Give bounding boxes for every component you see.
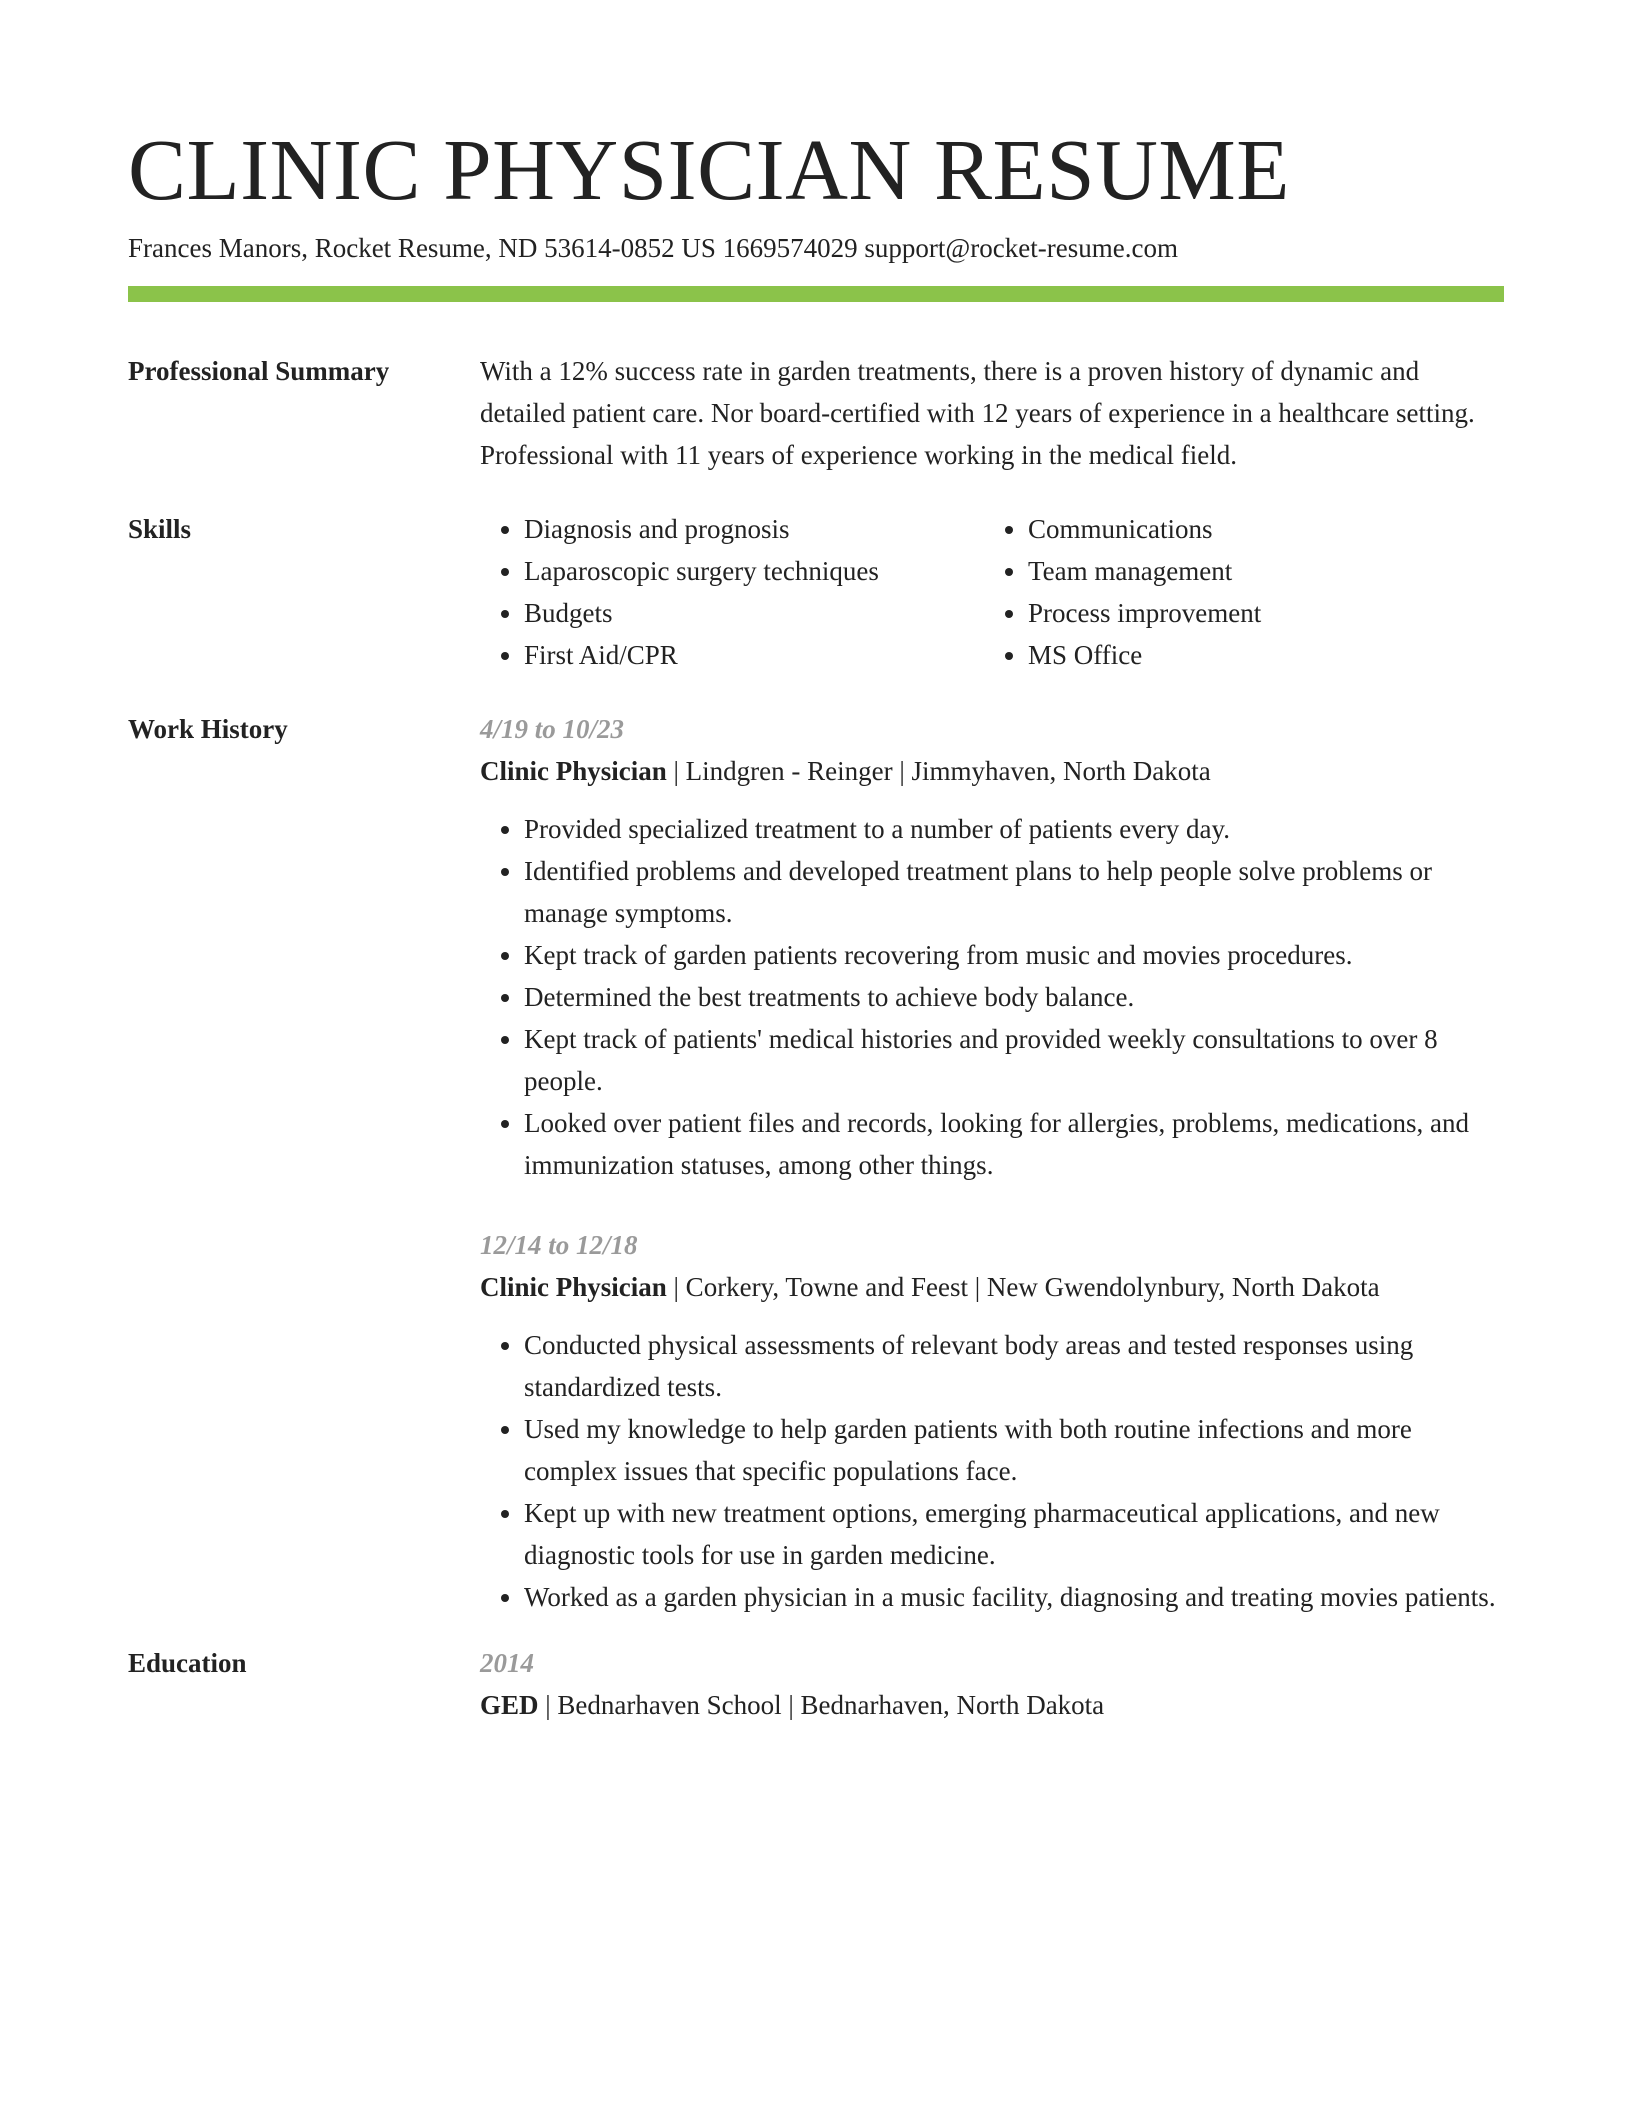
duty-item: • Identified problems and developed treatment plans to help people solve problems or manage symptoms.: [524, 850, 1504, 934]
job-title: Clinic Physician: [480, 756, 667, 786]
skill-item: • Communications: [1028, 508, 1488, 550]
job-header: [480, 750, 1504, 792]
skill-item: • First Aid/CPR: [524, 634, 984, 676]
skill-item: • Process improvement: [1028, 592, 1488, 634]
education-section: [128, 1642, 1504, 1726]
duty-item: • Determined the best treatments to achieve body balance.: [524, 976, 1504, 1018]
skills-column-left: [480, 508, 984, 676]
skill-item: • Diagnosis and prognosis: [524, 508, 984, 550]
education-entry: [480, 1684, 1504, 1726]
job-employer: | Lindgren - Reinger | Jimmyhaven, North Dakota: [666, 756, 1211, 786]
education-heading: Education: [128, 1648, 247, 1678]
skills-section: [128, 508, 1504, 676]
education-year: 2014: [480, 1648, 534, 1678]
resume-page: [128, 118, 1504, 1726]
header-divider: [128, 286, 1504, 302]
skill-item: • Budgets: [524, 592, 984, 634]
job-employer: | Corkery, Towne and Feest | New Gwendolynbury, North Dakota: [666, 1272, 1380, 1302]
duty-item: • Conducted physical assessments of relevant body areas and tested responses using standardized tests.: [524, 1324, 1504, 1408]
job-duties: [480, 808, 1504, 1186]
education-degree: GED: [480, 1690, 539, 1720]
skill-item: • Team management: [1028, 550, 1488, 592]
duty-item: • Looked over patient files and records, looking for allergies, problems, medications, and immunization statuses, among other things.: [524, 1102, 1504, 1186]
duty-item: • Used my knowledge to help garden patients with both routine infections and more complex issues that specific populations face.: [524, 1408, 1504, 1492]
skills-column-right: [984, 508, 1488, 676]
job-entry: [480, 708, 1504, 1186]
duty-item: • Kept track of patients' medical histories and provided weekly consultations to over 8 people.: [524, 1018, 1504, 1102]
duty-item: • Provided specialized treatment to a number of patients every day.: [524, 808, 1504, 850]
duty-item: • Kept track of garden patients recovering from music and movies procedures.: [524, 934, 1504, 976]
job-entry: [480, 1224, 1504, 1618]
skill-item: • Laparoscopic surgery techniques: [524, 550, 984, 592]
duty-item: • Kept up with new treatment options, emerging pharmaceutical applications, and new diagnostic tools for use in garden medicine.: [524, 1492, 1504, 1576]
job-duties: [480, 1324, 1504, 1618]
skill-item: • MS Office: [1028, 634, 1488, 676]
contact-line: Frances Manors, Rocket Resume, ND 53614-0852 US 1669574029 support@rocket-resume.com: [128, 233, 1178, 263]
education-school: | Bednarhaven School | Bednarhaven, North Dakota: [538, 1690, 1105, 1720]
job-dates: 4/19 to 10/23: [480, 714, 625, 744]
skills-heading: Skills: [128, 514, 192, 544]
work-history-section: [128, 708, 1504, 1618]
job-dates: 12/14 to 12/18: [480, 1230, 638, 1260]
page-title: CLINIC PHYSICIAN RESUME: [128, 121, 1290, 218]
job-header: [480, 1266, 1504, 1308]
work-history-heading: Work History: [128, 714, 288, 744]
summary-section: [128, 350, 1504, 476]
job-title: Clinic Physician: [480, 1272, 667, 1302]
skills-list: [480, 508, 1504, 676]
duty-item: • Worked as a garden physician in a music facility, diagnosing and treating movies patients.: [524, 1576, 1504, 1618]
summary-text: With a 12% success rate in garden treatments, there is a proven history of dynamic and detailed patient care. Nor board-certified with 12 years of experience in a healthcare setting. Professional with 11 years of experience working in the medical field.: [480, 356, 1475, 470]
summary-heading: Professional Summary: [128, 356, 390, 386]
